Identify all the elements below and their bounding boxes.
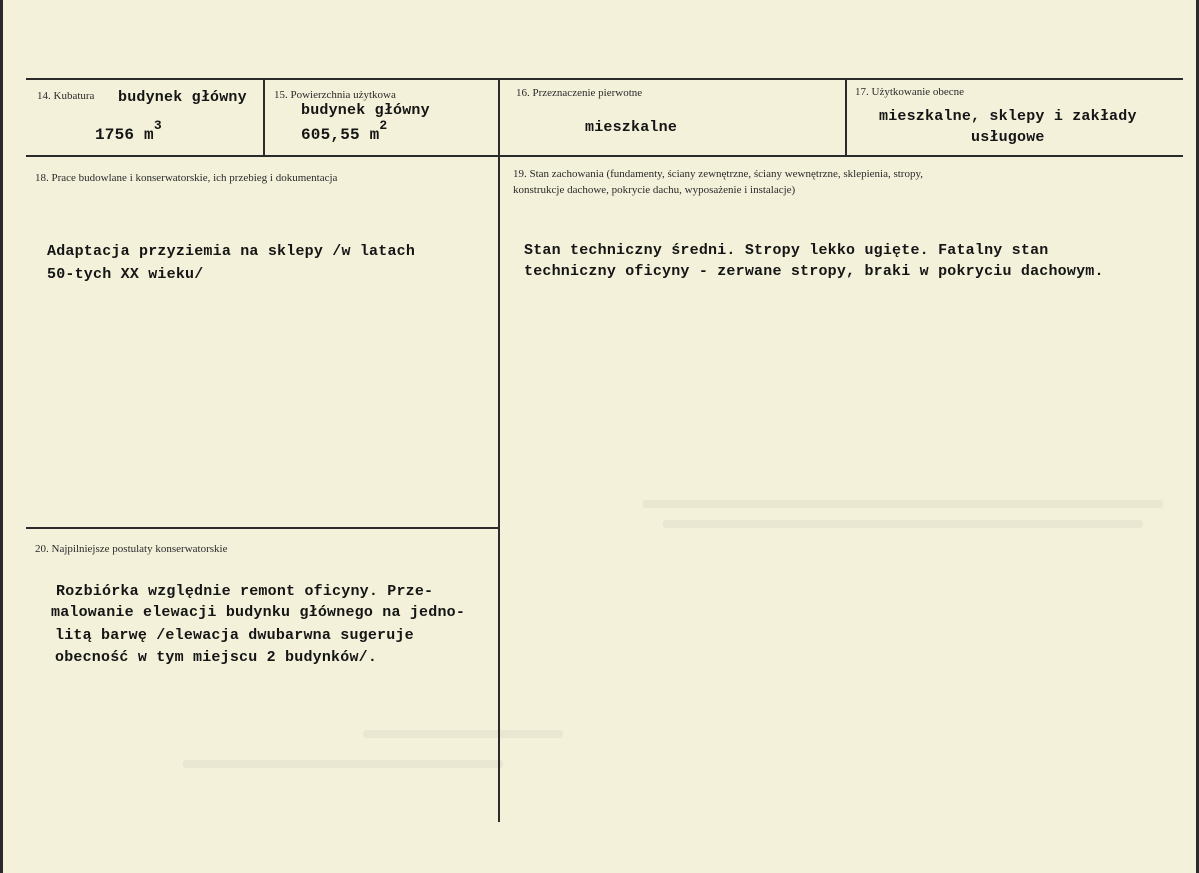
stan-line-1: Stan techniczny średni. Stropy lekko ugięte. Fatalny stan — [524, 242, 1049, 259]
powierzchnia-unit-sup: 2 — [379, 118, 388, 133]
postulaty-line-1: Rozbiórka względnie remont oficyny. Prze- — [56, 583, 434, 600]
divider-16-17 — [845, 78, 847, 157]
postulaty-line-4: obecność w tym miejscu 2 budynków/. — [55, 649, 378, 666]
kubatura-unit-sup: 3 — [153, 118, 162, 133]
prace-line-1: Adaptacja przyziemia na sklepy /w latach — [47, 243, 416, 260]
top-rule — [26, 78, 1183, 80]
powierzchnia-value — [301, 118, 387, 144]
row-rule — [26, 155, 1183, 157]
prace-label: 18. Prace budowlane i konserwatorskie, ich przebieg i dokumentacja — [35, 172, 338, 184]
divider-main — [498, 78, 500, 822]
stan-label-line-2: konstrukcje dachowe, pokrycie dachu, wyposażenie i instalacje) — [513, 184, 796, 196]
powierzchnia-label: 15. Powierzchnia użytkowa — [274, 89, 396, 101]
postulaty-line-3: litą barwę /elewacja dwubarwna sugeruje — [55, 627, 414, 644]
bleed-through-mark — [643, 500, 1163, 508]
uzytkowanie-label: 17. Użytkowanie obecne — [855, 86, 965, 98]
powierzchnia-heading: budynek główny — [301, 102, 430, 119]
postulaty-label: 20. Najpilniejsze postulaty konserwatorskie — [35, 543, 228, 555]
kubatura-number: 1756 m — [95, 126, 154, 144]
uzytkowanie-line-2: usługowe — [971, 129, 1045, 146]
left-section-rule — [26, 527, 498, 529]
prace-line-2: 50-tych XX wieku/ — [47, 266, 204, 283]
bleed-through-mark — [363, 730, 563, 738]
stan-label-line-1: 19. Stan zachowania (fundamenty, ściany zewnętrzne, ściany wewnętrzne, sklepienia, stropy, — [513, 168, 924, 180]
przeznaczenie-value: mieszkalne — [585, 119, 678, 136]
divider-14-15 — [263, 78, 265, 157]
przeznaczenie-label: 16. Przeznaczenie pierwotne — [516, 87, 643, 99]
stan-line-2: techniczny oficyny - zerwane stropy, braki w pokryciu dachowym. — [524, 263, 1104, 280]
kubatura-heading: budynek główny — [118, 89, 247, 106]
uzytkowanie-line-1: mieszkalne, sklepy i zakłady — [879, 108, 1137, 125]
kubatura-value — [95, 118, 162, 144]
powierzchnia-number: 605,55 m — [301, 126, 380, 144]
kubatura-label: 14. Kubatura — [37, 90, 95, 102]
bleed-through-mark — [663, 520, 1143, 528]
postulaty-line-2: malowanie elewacji budynku głównego na jedno- — [51, 604, 466, 621]
bleed-through-mark — [183, 760, 503, 768]
